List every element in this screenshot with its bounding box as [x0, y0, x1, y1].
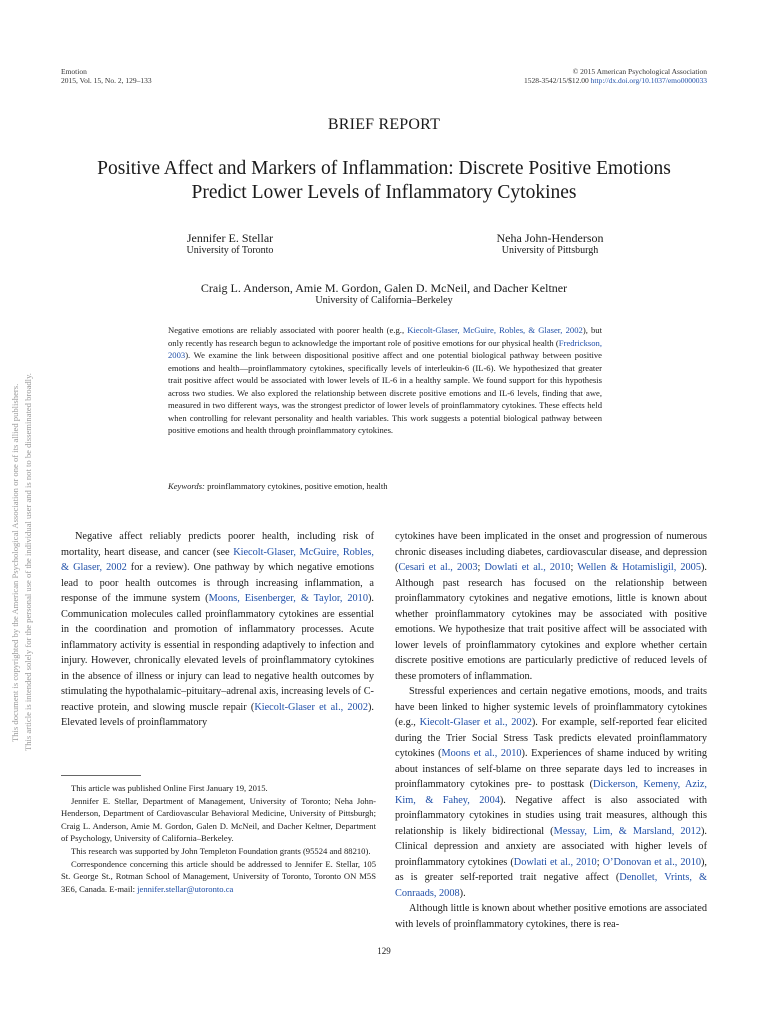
citation-link[interactable]: Dowlati et al., 2010 [484, 562, 571, 573]
usage-side-note: This article is intended solely for the personal use of the individual user and is not to be disseminated broadly. [23, 373, 33, 751]
article-title [40, 157, 728, 205]
email-link[interactable]: jennifer.stellar@utoronto.ca [137, 883, 234, 894]
copyright-header [524, 67, 707, 85]
citation-link[interactable]: Moons, Eisenberger, & Taylor, 2010 [208, 593, 368, 604]
author-name-2: Neha John-Henderson [496, 231, 604, 245]
body-text: ). Experiences of shame induced by writing about instances of self-blame on three separate days led to increases in proinflammatory cytokines pre- to posttask ( [395, 748, 707, 790]
body-paragraph: Although little is known about whether positive emotions are associated with levels of proinflammatory cytokines, there is rea- [395, 903, 707, 930]
body-text: Stressful experiences and certain negative emotions, moods, and traits have been linked to higher systemic levels of proinflammatory cytokines (e.g., [395, 686, 707, 728]
body-text: ). Although past research has focused on the relationship between proinflammatory cytokines and negative emotions, little is known about whether proinflammatory cytokines may be associated with positive emotions. We hypothesize that trait positive affect will be associated with lower levels of proinflammatory cytokines and explore whether certain discrete positive emotions are particularly predictive of reduced levels of these promoters of inflammation. [395, 562, 707, 682]
body-text: ; [570, 562, 578, 573]
citation-link[interactable]: O’Donovan et al., 2010 [602, 856, 701, 868]
citation-link[interactable]: Dickerson, Kemeny, Aziz, Kim, & Fahey, 2004 [395, 779, 707, 806]
doi-link[interactable]: http://dx.doi.org/10.1037/emo0000033 [590, 76, 707, 85]
body-text: ). Elevated levels of proinflammatory [61, 701, 374, 728]
footnote-funding: This research was supported by John Templeton Foundation grants (95524 and 88210). [71, 845, 371, 856]
citation-link[interactable]: Messay, Lim, & Marsland, 2012 [553, 825, 701, 837]
body-text: ), as is greater self-reported trait negative affect ( [395, 856, 708, 883]
footnote-rule [61, 775, 141, 776]
author-names-group: Craig L. Anderson, Amie M. Gordon, Galen D. McNeil, and Dacher Keltner [200, 281, 568, 295]
body-text: Negative affect reliably predicts poorer health, including risk of mortality, heart disease, and cancer (see [61, 531, 374, 558]
volume-info: 2015, Vol. 15, No. 2, 129–133 [61, 76, 152, 85]
body-text: ; [477, 562, 485, 573]
keywords-text: proinflammatory cytokines, positive emotion, health [204, 481, 388, 491]
keywords [168, 481, 388, 491]
body-text: ). [459, 887, 466, 899]
page-number: 129 [377, 946, 391, 956]
ids-line [524, 76, 707, 85]
copyright-text: © 2015 American Psychological Association [572, 67, 707, 76]
footnote-text: Correspondence concerning this article should be addressed to Jennifer E. Stellar, 105 St. George St., Rotman School of Management, University of Toronto, Toronto ON M5S 3E6, Canada. E-mail: [61, 858, 376, 894]
body-text: cytokines have been implicated in the onset and progression of numerous chronic diseases including diabetes, cardiovascular disease, and depression ( [395, 531, 707, 573]
citation-link[interactable]: Denollet, Vrints, & Conraads, 2008 [395, 872, 707, 899]
footnotes [61, 782, 376, 895]
abstract-text: ). We examine the link between dispositional positive affect and one potential biological pathway between positive emotions and health—proinflammatory cytokines, specifically levels of interleukin-6 (IL-6). We hypothesized that greater trait positive affect would be associated with lower levels of IL-6 in a healthy sample. We found support for this hypothesis across two studies. We also explored the relationship between discrete positive emotions and IL-6 levels, finding that awe, measured in two different ways, was the strongest predictor of lower levels of proinflammatory cytokines. These effects held when controlling for relevant personality and health variables. This work suggests a potential biological pathway between positive emotions and health through proinflammatory cytokines. [168, 350, 602, 436]
citation-link[interactable]: Cesari et al., 2003 [398, 562, 478, 573]
abstract [168, 324, 602, 437]
journal-name: Emotion [61, 67, 87, 76]
citation-link[interactable]: Wellen & Hotamisligil, 2005 [577, 562, 701, 573]
body-text: for a review). One pathway by which negative emotions lead to poor health outcomes is through increasing inflammation, a response of the immune system ( [61, 562, 374, 604]
report-type: BRIEF REPORT [327, 116, 441, 133]
title-line-1: Positive Affect and Markers of Inflammation: Discrete Positive Emotions [97, 158, 671, 179]
citation-link[interactable]: Moons et al., 2010 [441, 748, 522, 759]
left-column [61, 529, 374, 731]
body-paragraph [395, 684, 707, 901]
journal-header [61, 67, 152, 85]
author-affil-1: University of Toronto [186, 245, 274, 256]
footnote-correspondence [61, 858, 376, 896]
keywords-label: Keywords: [168, 481, 205, 491]
citation-link[interactable]: Fredrickson, 2003 [168, 337, 602, 361]
body-text: ). Clinical depression and anxiety are associated with higher levels of proinflammatory cytokines ( [395, 825, 707, 868]
author-block-2 [470, 231, 630, 257]
footnote-affiliations: Jennifer E. Stellar, Department of Management, University of Toronto; Neha John-Henderson, Department of Cardiovascular Behavioral Medicine, University of Pittsburgh; Craig L. Anderson, Amie M. Gordon, Galen D. McNeil, and Dacher Keltner, Department of Psychology, University of California–Berkeley. [61, 795, 376, 844]
ids-prefix: 1528-3542/15/$12.00 [524, 76, 591, 85]
author-block-group [100, 281, 668, 307]
footnote-published: This article was published Online First January 19, 2015. [71, 783, 268, 793]
author-affil-2: University of Pittsburgh [501, 245, 599, 256]
title-line-2: Predict Lower Levels of Inflammatory Cytokines [191, 182, 577, 203]
body-paragraph [61, 529, 374, 731]
abstract-text: Negative emotions are reliably associated with poorer health (e.g., [168, 325, 408, 335]
author-block-1 [160, 231, 300, 257]
citation-link[interactable]: Kiecolt-Glaser et al., 2002 [419, 717, 532, 728]
citation-link[interactable]: Kiecolt-Glaser, McGuire, Robles, & Glaser, 2002 [61, 546, 374, 573]
citation-link[interactable]: Dowlati et al., 2010 [513, 856, 597, 868]
right-column [395, 529, 707, 932]
citation-link[interactable]: Kiecolt-Glaser, McGuire, Robles, & Glaser, 2002 [407, 325, 583, 335]
body-text: ). For example, self-reported fear elicited during the Trier Social Stress Task predicts elevated proinflammatory cytokines ( [395, 717, 707, 759]
author-name-1: Jennifer E. Stellar [186, 231, 274, 245]
body-text: ; [596, 856, 603, 868]
author-affil-group: University of California–Berkeley [315, 295, 453, 306]
body-text: ). Negative affect is also associated with proinflammatory cytokines in studies using trait measures, although this relationship is likely bidirectional ( [395, 794, 707, 837]
body-paragraph [395, 529, 707, 684]
abstract-text: ), but only recently has research begun to acknowledge the important role of positive emotions for our physical health ( [168, 325, 602, 348]
copyright-side-note: This document is copyrighted by the American Psychological Association or one of its allied publishers. [10, 383, 20, 742]
body-text: ). Communication molecules called proinflammatory cytokines are essential in the coordination and promotion of inflammatory processes. Acute inflammatory activity is essential in responding adaptively to infection and injury. However, chronically elevated levels of proinflammatory cytokines in the absence of illness or injury can lead to negative health outcomes by stimulating the hypothalamic–pituitary–adrenal axis, increasing levels of C-reactive protein, and slowing muscle repair ( [61, 593, 374, 713]
citation-link[interactable]: Kiecolt-Glaser et al., 2002 [254, 701, 368, 713]
